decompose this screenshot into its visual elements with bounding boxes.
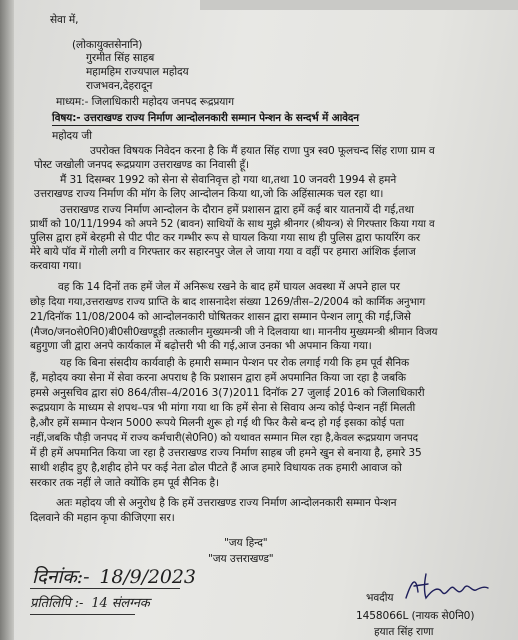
body-line: छोड़ दिया गया,उत्तराखण्ड राज्य प्राप्ति के बाद शासनादेश संख्या 1269/तीस–2/2004 को कार्मिक अनुभाग <box>30 296 426 308</box>
date-label: दिनांक:- <box>32 566 90 588</box>
body-line: उत्तराखण्ड राज्य निर्माण की मॉग के लिए आन्दोलन किया था,जो कि अहिंसात्मक चल रहा था। <box>34 188 384 200</box>
copy-value: 14 संलग्नक <box>91 596 150 611</box>
body-line: प्रार्थी को 10/11/1994 को अपने 52 (बावन) साथियों के साथ मुझे श्रीनगर (श्रीयन्त्र) से गिरफ्तार किया गया व <box>30 219 435 230</box>
addressee-address: राजभवन,देहरादून <box>86 80 153 92</box>
body-line: नहीं,जबकि पौड़ी जनपद में राज्य कर्मचारी(से0नि0) को यथावत सम्मान मिल रहा है,केवल रूद्रप्रयाग जनपद <box>30 432 418 444</box>
date-value: 18/9/2023 <box>99 566 196 588</box>
signature-scribble <box>402 570 492 604</box>
addressee-rank: (लोकायुक्तसेनानि) <box>72 39 143 51</box>
handwritten-date <box>32 566 196 588</box>
body-line: दिलवाने की महान कृपा कीजिएगा सर। <box>30 512 175 524</box>
body-line: है,और हमें सम्मान पेन्शन 5000 रूपये मिलनी शुरू हो गई थी फिर कैसे बन्द हो गई इसका कोई पता <box>30 417 405 429</box>
body-line: बहुगुणा जी द्वारा अनपे कार्यकाल में बढ़ोत्तरी भी की गई,आज उनका भी अपमान किया गया। <box>30 340 372 352</box>
subject-line <box>52 112 359 125</box>
handwritten-copy <box>30 596 150 612</box>
body-line: उत्तराखण्ड राज्य निर्माण आन्दोलन के दौरान हमें प्रशासन द्वारा हमें कई बार यातनायें दी गई,तथा <box>60 204 414 216</box>
body-line: पोस्ट जखोली जनपद रूद्रप्रयाग उत्तराखण्ड का निवासी हूँ। <box>34 159 249 171</box>
service-number: 1458066L (नायक से0नि0) <box>356 610 475 622</box>
body-line: यह कि बिना संसदीय कार्यवाही के हमारी सम्मान पेन्शन पर रोक लगाई गयी कि हम पूर्व सैनिक <box>60 357 410 369</box>
body-line: हैं, महोदय क्या सेना में सेवा करना अपराध है कि प्रशासन द्वारा हमें अपमानित किया जा रहा है जबकि <box>30 372 406 384</box>
date-underline <box>30 588 180 589</box>
body-line: (मैजo/जनoसे0नि0)बी0सी0खण्डूड़ी तत्कालीन मुख्यमन्त्री जी ने दिलवाया था। माननीय मुख्यमन्त्री श्रीमान विजय <box>30 326 438 338</box>
addressee-name: गुरमीत सिंह साहब <box>86 52 155 64</box>
slogan-jai-hind: "जय हिन्द" <box>224 537 268 549</box>
body-line: मेरे बाये पॉव में गोली लगी व गिरफ्तार कर सहारनपुर जेल ले जाया गया व वहीं पर हमारा आंशिक ईलाज <box>30 246 416 258</box>
page-edge-shadow <box>0 0 14 640</box>
body-line: सरकार तक नहीं ले जाते क्योंकि हम पूर्व सैनिक है। <box>30 477 219 489</box>
body-line: पुलिस द्वारा हमें बेरहमी से पीट पीट कर गम्भीर रूप से घायल किया गया साथ ही पुलिस द्वारा फायरिंग कर <box>30 232 421 244</box>
bhavdiy-label: भवदीय <box>366 592 394 604</box>
addressee-label: सेवा में, <box>50 14 79 26</box>
subject-text: विषय:- उत्तराखण्ड राज्य निर्माण आन्दोलनकारी सम्मान पेन्शन के सन्दर्भ में आवेदन <box>52 112 359 124</box>
body-line: साथी शहीद हुए है,शहीद होने पर कई नेता ढोल पीटते हैं आज हमारे विधायक तक हमारी आवाज को <box>30 462 402 474</box>
body-line: अतः महोदय जी से अनुरोध है कि हमें उत्तराखण्ड राज्य निर्माण आन्दोलनकारी सम्मान पेन्शन <box>56 497 397 509</box>
body-line: 21/दिनॉक 11/08/2004 को आन्दोलनकारी घोषितकर शासन द्वारा सम्मान पेन्शन लागू की गई,जिसे <box>30 311 411 323</box>
body-line: वह कि 14 दिनों तक हमें जेल में अनिरूध रखने के बाद हमें घायल अवस्था में अपने हाल पर <box>58 281 400 293</box>
slogan-jai-uttarakhand: "जय उत्तराखण्ड" <box>208 553 274 565</box>
copy-underline <box>30 614 135 615</box>
body-line: में ही हमें अपमानित किया जा रहा है उत्तराखण्ड राज्य निर्माण साहब जी हमने खुन से बनाया है, हमारे 35 <box>30 447 422 459</box>
addressee-title: महामहिम राज्यपाल महोदय <box>86 66 189 78</box>
via-line: माध्यम:- जिलाधिकारी महोदय जनपद रूद्रप्रयाग <box>56 96 234 108</box>
page-top-strip <box>200 0 518 10</box>
body-line: रूद्रप्रयाग के माध्यम से शपथ–पत्र भी मांगा गया था कि हमें सेना से सिवाय अन्य कोई पेन्शन नहीं मिलती <box>30 402 416 414</box>
signatory-name: हयात सिंह राणा <box>374 626 434 638</box>
body-line: करवाया गया। <box>30 260 82 272</box>
body-line: मैं 31 दिसम्बर 1992 को सेना से सेवानिवृत्त हो गया था,तथा 10 जनवरी 1994 से हमने <box>60 174 397 186</box>
greeting: महोदय जी <box>52 130 92 142</box>
body-line: उपरोक्त विषयक निवेदन करना है कि मैं हयात सिंह राणा पुत्र स्व0 फूलचन्द सिंह राणा ग्राम व <box>90 145 435 157</box>
signature <box>402 570 492 604</box>
copy-label: प्रतिलिपि :- <box>30 596 84 611</box>
body-line: हमसे अनुसचिव द्वारा सं0 864/तीस–4/2016 3(7)2011 दिनॉक 27 जुलाई 2016 को जिलाधिकारी <box>30 387 425 399</box>
